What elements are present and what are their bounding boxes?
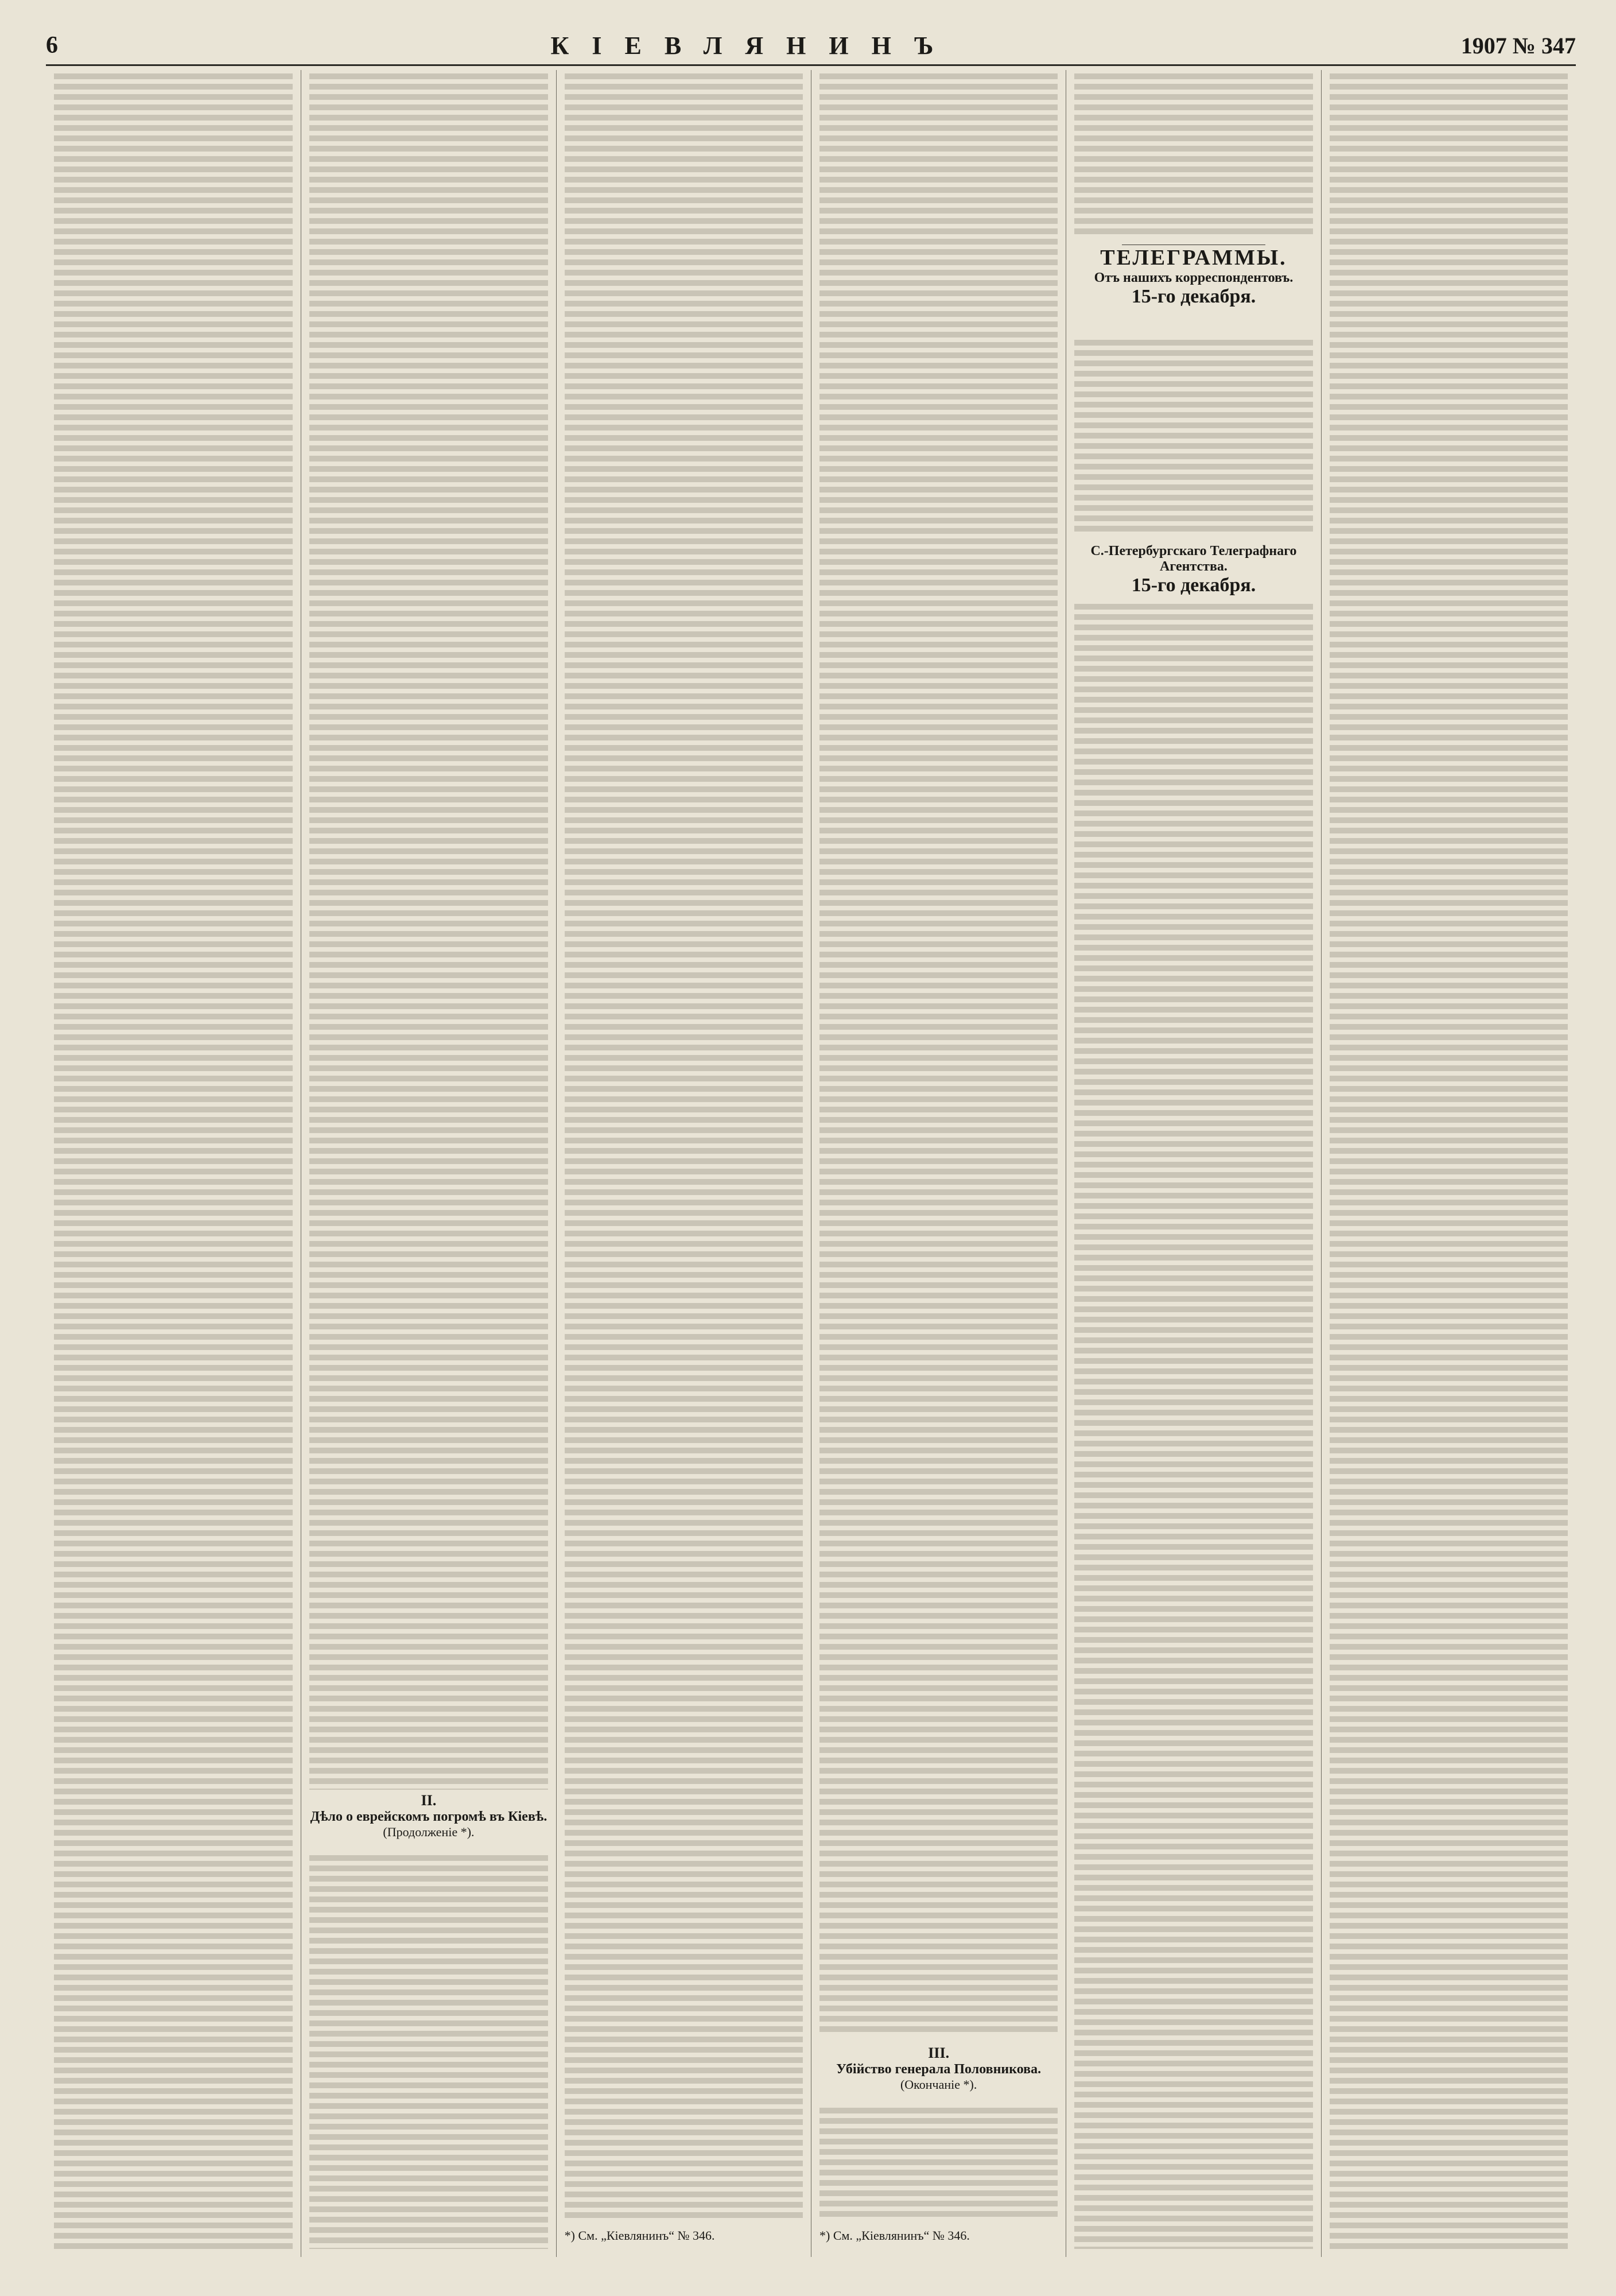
text-block [1074, 340, 1312, 535]
text-block [1074, 604, 1312, 2249]
newspaper-title: КІЕВЛЯНИНЪ [550, 31, 957, 60]
text-block [565, 73, 803, 2220]
column-5 [1066, 70, 1320, 2257]
issue-number: 1907 № 347 [1460, 32, 1576, 59]
column-1 [46, 70, 301, 2257]
footnote: *) См. „Кіевлянинъ“ № 346. [565, 2228, 803, 2243]
column-4 [811, 70, 1066, 2257]
text-block [309, 1855, 547, 2249]
masthead-rule [46, 64, 1576, 66]
section-title: Дѣло о еврейскомъ погромѣ въ Кіевѣ. [310, 1809, 547, 1824]
agency-date: 15-го декабря. [1131, 575, 1256, 596]
section-note: (Окончаніе *). [900, 2077, 977, 2092]
telegrams-date: 15-го декабря. [1131, 286, 1256, 307]
section-note: (Продолженіе *). [383, 1825, 475, 1839]
column-6 [1321, 70, 1576, 2257]
telegrams-source: Отъ нашихъ корреспондентовъ. [1094, 270, 1293, 285]
section-heading-2 [309, 1792, 547, 1840]
section-title: Убійство генерала Половникова. [836, 2062, 1042, 2077]
section-heading-3 [819, 2045, 1058, 2092]
telegrams-heading [1074, 242, 1312, 308]
text-block [1074, 73, 1312, 234]
text-block [54, 73, 293, 2249]
agency-heading [1074, 544, 1312, 596]
masthead [46, 29, 1576, 62]
page-number: 6 [46, 32, 58, 59]
text-block [819, 73, 1058, 2037]
text-block [819, 2108, 1058, 2217]
footnote: *) См. „Кіевлянинъ“ № 346. [819, 2228, 1058, 2243]
column-2 [301, 70, 556, 2257]
section-roman-numeral: II. [421, 1792, 437, 1809]
section-roman-numeral: III. [928, 2045, 950, 2061]
text-block [1330, 73, 1568, 2249]
agency-title: С.-Петербургскаго Телеграфнаго Агентства. [1090, 544, 1297, 574]
text-columns [46, 70, 1576, 2257]
text-block [309, 73, 547, 1790]
telegrams-title: ТЕЛЕГРАММЫ. [1100, 246, 1287, 270]
column-3 [556, 70, 811, 2257]
